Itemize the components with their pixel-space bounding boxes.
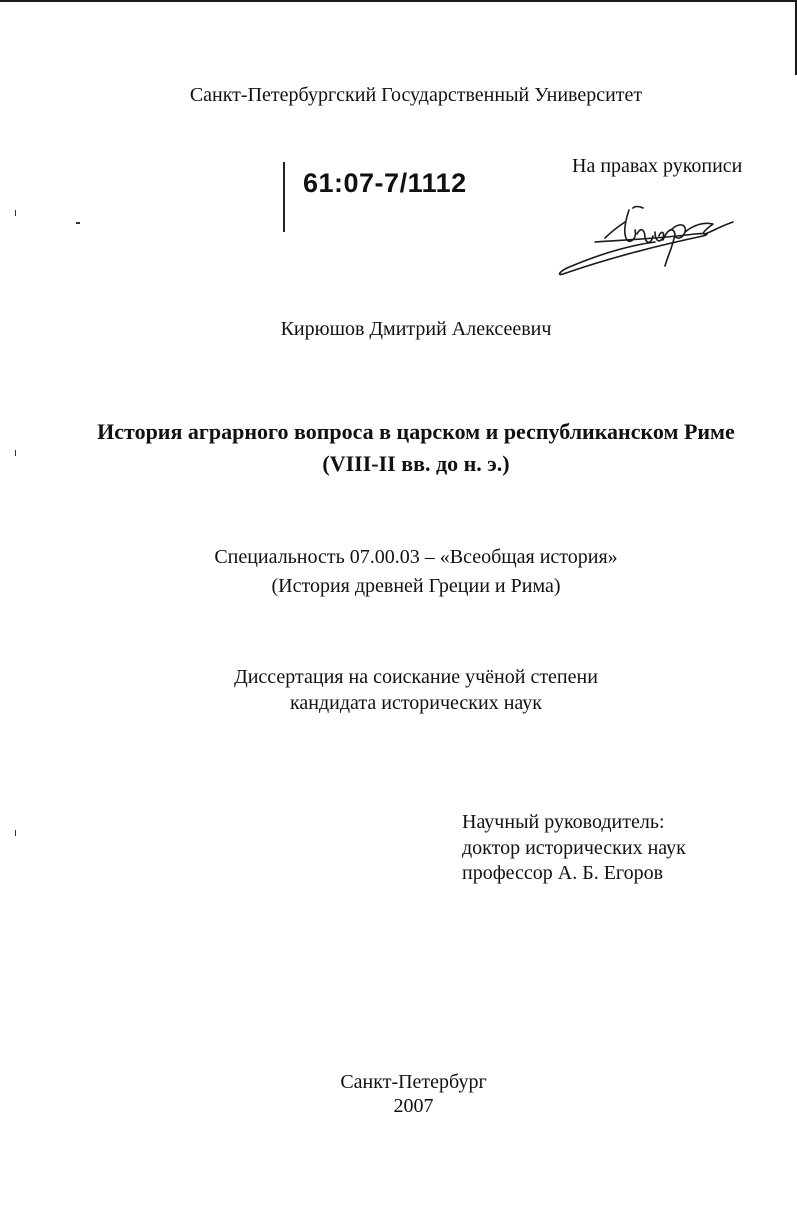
- degree-name: кандидата исторических наук: [289, 692, 543, 714]
- degree-statement: Диссертация на соискание учёной степени: [234, 666, 598, 688]
- specialty-subfield: (История древней Греции и Рима): [271, 575, 561, 597]
- catalog-code: 61:07-7/1112: [303, 168, 467, 198]
- supervisor-name: профессор А. Б. Егоров: [462, 862, 664, 884]
- supervisor-degree: доктор исторических наук: [462, 836, 686, 859]
- scan-speck: [15, 830, 16, 836]
- scan-speck: [15, 210, 16, 216]
- handwritten-signature-icon: [555, 200, 745, 282]
- supervisor-block: [462, 810, 686, 887]
- university-name: Санкт-Петербургский Государственный Университет: [189, 84, 643, 106]
- scan-edge-top: [0, 0, 797, 2]
- supervisor-label: Научный руководитель:: [462, 811, 665, 833]
- publication-city: Санкт-Петербург: [340, 1071, 487, 1093]
- dissertation-title-period: (VIII-II вв. до н. э.): [322, 451, 510, 476]
- scan-speck: [76, 222, 80, 224]
- author-name: Кирюшов Дмитрий Алексеевич: [280, 318, 552, 340]
- specialty-code: Специальность 07.00.03 – «Всеобщая история»: [214, 546, 618, 568]
- catalog-code-divider: [283, 162, 285, 232]
- publication-year: 2007: [393, 1095, 434, 1117]
- dissertation-title: История аграрного вопроса в царском и республиканском Риме: [97, 419, 735, 444]
- manuscript-rights-note: На правах рукописи: [572, 155, 743, 177]
